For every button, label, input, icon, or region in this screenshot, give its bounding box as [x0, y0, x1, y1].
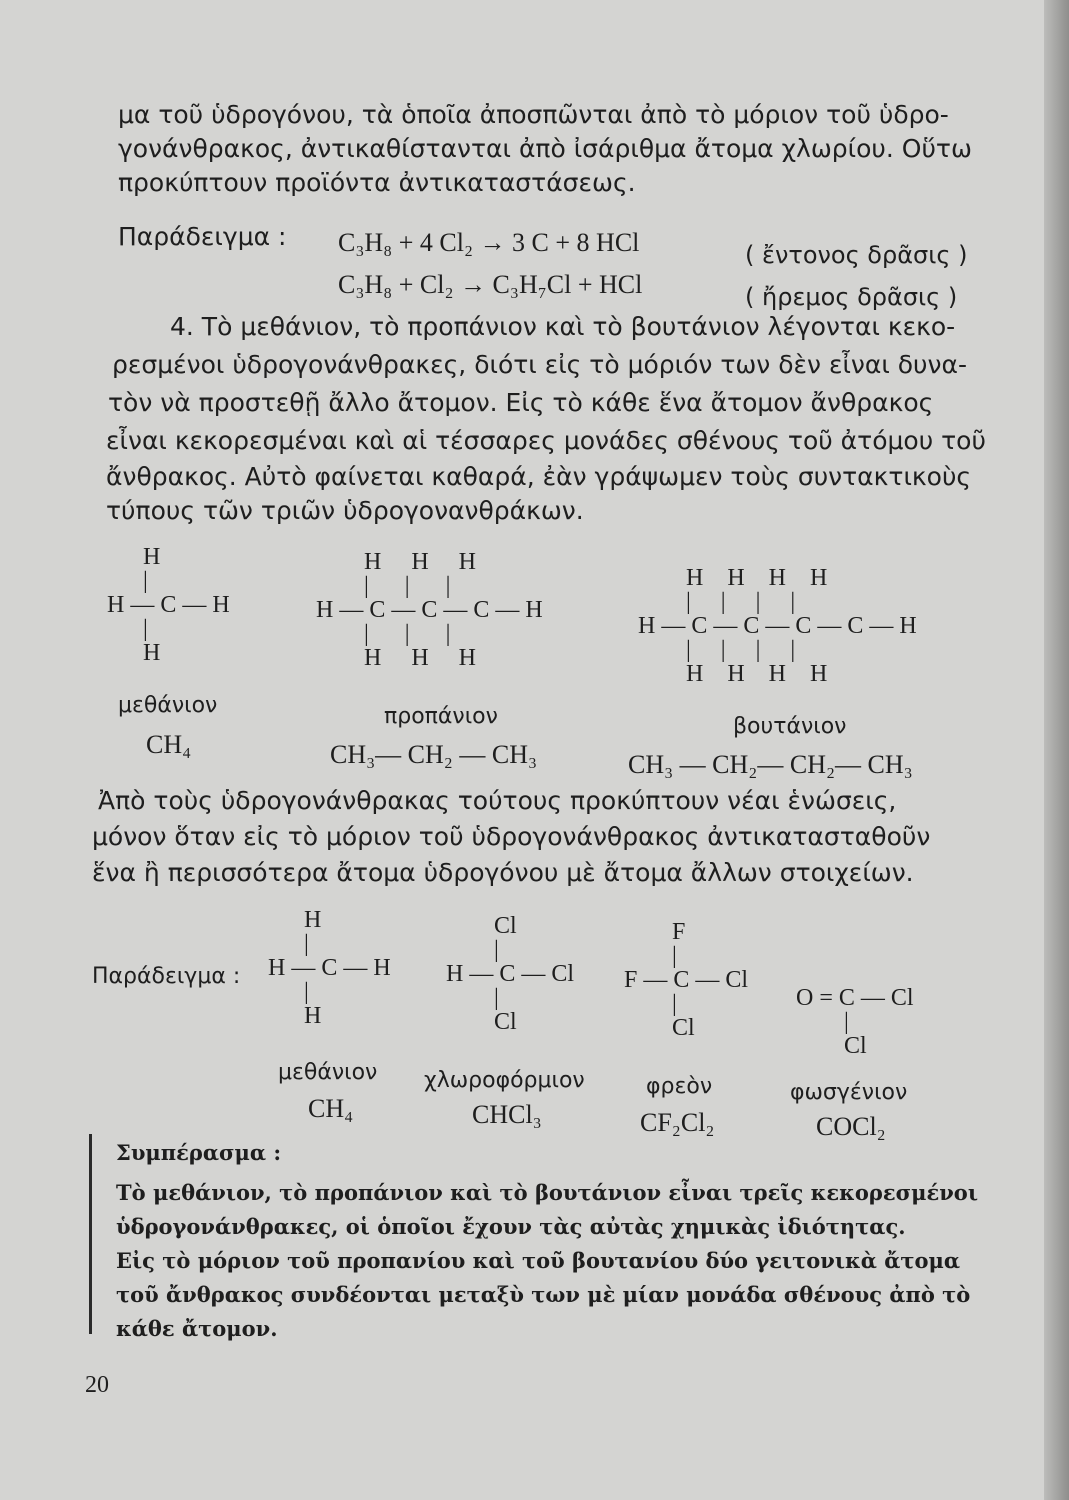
conclusion-line-2: ὑδρογονάνθρακες, οἱ ὁποῖοι ἔχουν τὰς αὐτὰς χημικὰς ἰδιότητας.: [116, 1214, 906, 1239]
methane-name: μεθάνιον: [118, 693, 218, 718]
compound-3-name: φρεὸν: [646, 1074, 713, 1099]
conclusion-line-4: τοῦ ἄνθρακος συνδέονται μεταξὺ των μὲ μίαν μονάδα σθένους ἀπὸ τὸ: [116, 1282, 971, 1307]
equation-1-note: ( ἔντονος δρᾶσις ): [745, 241, 968, 269]
compound-1-name: μεθάνιον: [278, 1060, 378, 1085]
paragraph-3-line-1: Ἀπὸ τοὺς ὑδρογονάνθρακας τούτους προκύπτουν νέαι ἑνώσεις,: [98, 786, 897, 815]
paragraph-1-line-2: γονάνθρακος, ἀντικαθίστανται ἀπὸ ἰσάριθμα ἄτομα χλωρίου. Οὕτω: [118, 134, 972, 163]
compound-1-formula: CH₄: [308, 1094, 354, 1123]
paragraph-2-line-6: τύπους τῶν τριῶν ὑδρογονανθράκων.: [106, 496, 584, 525]
page-number: 20: [85, 1372, 109, 1398]
paragraph-3-line-3: ἕνα ἢ περισσότερα ἄτομα ὑδρογόνου μὲ ἄτομα ἄλλων στοιχείων.: [92, 858, 914, 887]
propane-structure: H H H | | | H — C — C — C — H | | | H H H: [316, 549, 543, 671]
example-1-label: Παράδειγμα :: [118, 222, 287, 251]
paragraph-2-line-4: εἶναι κεκορεσμέναι καὶ αἱ τέσσαρες μονάδες σθένους τοῦ ἀτόμου τοῦ: [106, 426, 986, 455]
compound-3-formula: CF₂Cl₂: [640, 1108, 715, 1137]
propane-name: προπάνιον: [384, 704, 498, 729]
freon-structure: F | F — C — Cl | Cl: [624, 919, 749, 1041]
chloroform-structure: Cl | H — C — Cl | Cl: [446, 913, 575, 1035]
compound-2-name: χλωροφόρμιον: [424, 1068, 585, 1093]
conclusion-heading: Συμπέρασμα :: [116, 1140, 282, 1165]
paragraph-1-line-3: προκύπτουν προϊόντα ἀντικαταστάσεως.: [118, 168, 636, 197]
butane-formula: CH₃ — CH₂— CH₂— CH₃: [628, 750, 913, 779]
conclusion-line-1: Τὸ μεθάνιον, τὸ προπάνιον καὶ τὸ βουτάνιον εἶναι τρεῖς κεκορεσμένοι: [116, 1180, 978, 1205]
butane-structure: H H H H | | | | H — C — C — C — C — H | | | | H H H H: [638, 565, 917, 687]
paragraph-2-line-5: ἄνθρακος. Αὐτὸ φαίνεται καθαρά, ἐὰν γράψωμεν τοὺς συντακτικοὺς: [106, 462, 972, 491]
butane-name: βουτάνιον: [733, 714, 847, 739]
paragraph-2-line-3: τὸν νὰ προστεθῇ ἄλλο ἄτομον. Εἰς τὸ κάθε ἕνα ἄτομον ἄνθρακος: [108, 388, 934, 417]
page-edge: [1044, 0, 1069, 1500]
example-2-label: Παράδειγμα :: [92, 964, 241, 989]
methane-formula: CH₄: [146, 730, 192, 759]
compound-2-formula: CHCl₃: [472, 1100, 542, 1129]
conclusion-line-3: Εἰς τὸ μόριον τοῦ προπανίου καὶ τοῦ βουτανίου δύο γειτονικὰ ἄτομα: [116, 1248, 961, 1273]
conclusion-bar: [89, 1134, 92, 1334]
methane-structure: H | H — C — H | H: [107, 544, 230, 666]
propane-formula: CH₃— CH₂ — CH₃: [330, 740, 538, 769]
methane-structure-2: H | H — C — H | H: [268, 907, 391, 1029]
paragraph-3-line-2: μόνον ὅταν εἰς τὸ μόριον τοῦ ὑδρογονάνθρακος ἀντικατασταθοῦν: [92, 822, 931, 851]
paragraph-2-line-2: ρεσμένοι ὑδρογονάνθρακες, διότι εἰς τὸ μόριόν των δὲν εἶναι δυνα-: [112, 350, 967, 379]
conclusion-line-5: κάθε ἄτομον.: [116, 1316, 278, 1341]
equation-2: C₃H₈ + Cl₂ → C₃H₇Cl + HCl: [338, 270, 643, 299]
phosgene-structure: O = C — Cl | Cl: [796, 985, 914, 1059]
compound-4-name: φωσγένιον: [790, 1080, 908, 1105]
equation-2-note: ( ἤρεμος δρᾶσις ): [745, 283, 958, 311]
compound-4-formula: COCl₂: [816, 1112, 886, 1141]
paragraph-2-line-1: 4. Τὸ μεθάνιον, τὸ προπάνιον καὶ τὸ βουτάνιον λέγονται κεκο-: [170, 312, 956, 341]
equation-1: C₃H₈ + 4 Cl₂ → 3 C + 8 HCl: [338, 228, 640, 257]
paragraph-1-line-1: μα τοῦ ὑδρογόνου, τὰ ὁποῖα ἀποσπῶνται ἀπὸ τὸ μόριον τοῦ ὑδρο-: [118, 100, 949, 129]
